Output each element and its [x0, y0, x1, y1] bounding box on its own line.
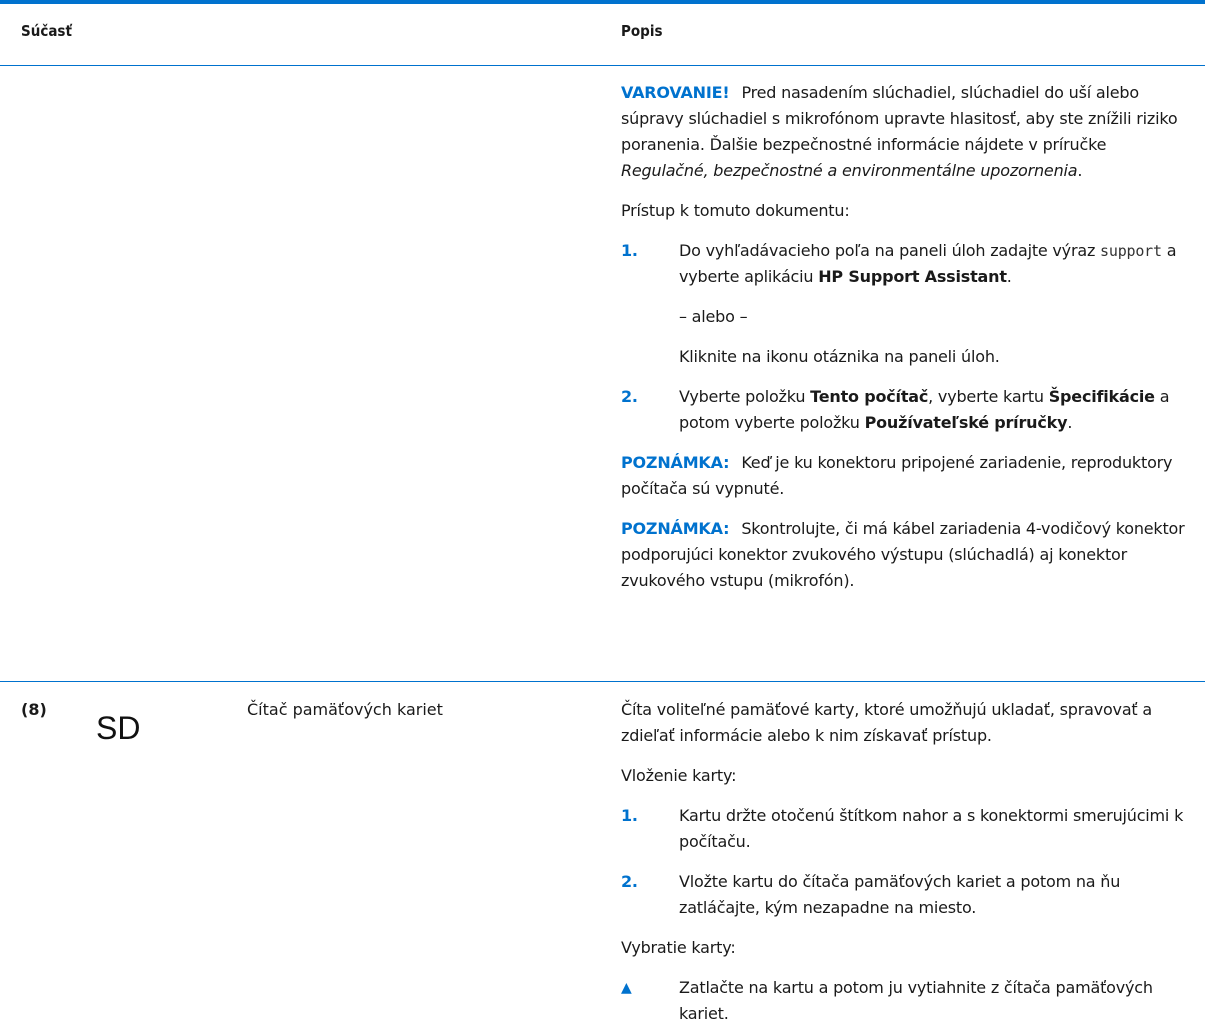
- tab-name: Špecifikácie: [1048, 387, 1155, 406]
- step-text-end: .: [1067, 413, 1073, 432]
- note-2: [621, 516, 1186, 594]
- warning-note: [621, 80, 1186, 184]
- column-header-description: Popis: [621, 22, 663, 40]
- step-text: Zatlačte na kartu a potom ju vytiahnite z čítača pamäťových kariet.: [679, 978, 1153, 1023]
- or-separator: – alebo –: [679, 307, 748, 326]
- row1-description: [621, 80, 1186, 594]
- remove-title: Vybratie karty:: [621, 938, 736, 957]
- step-text: Vyberte položku: [679, 387, 811, 406]
- table-top-rule: [0, 0, 1205, 4]
- warning-label: VAROVANIE!: [621, 83, 730, 102]
- alternative-step: Kliknite na ikonu otáznika na paneli úloh.: [679, 347, 1000, 366]
- step-number: 2.: [621, 387, 638, 406]
- step-number: 1.: [621, 806, 638, 825]
- note-text: Skontrolujte, či má kábel zariadenia 4-vodičový konektor podporujúci konektor zvukového výstupu (slúchadlá) aj konektor zvukového vstupu (mikrofón).: [621, 519, 1185, 590]
- component-number: (8): [21, 700, 47, 719]
- note-label: POZNÁMKA:: [621, 453, 730, 472]
- menu-item-name: Tento počítač: [810, 387, 929, 406]
- access-step-2: [621, 384, 1186, 436]
- step-text: a potom vyberte položku: [679, 387, 1170, 432]
- access-intro: Prístup k tomuto dokumentu:: [621, 201, 850, 220]
- insert-step-1: [621, 803, 1186, 855]
- search-term-code: support: [1100, 242, 1162, 260]
- step-text: Do vyhľadávacieho poľa na paneli úloh zadajte výraz: [679, 241, 1101, 260]
- column-header-component: Súčasť: [21, 22, 72, 40]
- step-number: 1.: [621, 241, 638, 260]
- menu-item-name: Používateľské príručky: [864, 413, 1068, 432]
- row-separator-rule: [0, 681, 1205, 682]
- warning-doc-title: Regulačné, bezpečnostné a environmentálne upozornenia: [621, 161, 1078, 180]
- step-text: Vložte kartu do čítača pamäťových kariet a potom na ňu zatláčajte, kým nezapadne na miesto.: [679, 872, 1121, 917]
- header-rule: [0, 65, 1205, 66]
- warning-text: Pred nasadením slúchadiel, slúchadiel do uší alebo súpravy slúchadiel s mikrofónom upravte hlasitosť, aby ste znížili riziko poranenia. Ďalšie bezpečnostné informácie nájdete v príručke: [621, 83, 1178, 154]
- remove-step: [621, 975, 1186, 1027]
- step-number: 2.: [621, 872, 638, 891]
- warning-end: .: [1077, 161, 1083, 180]
- sd-card-icon: SD: [96, 710, 141, 746]
- note-label: POZNÁMKA:: [621, 519, 730, 538]
- access-step-1: [621, 238, 1186, 290]
- insert-title: Vloženie karty:: [621, 766, 737, 785]
- row2-description: [621, 697, 1186, 1027]
- triangle-bullet-icon: ▲: [621, 980, 632, 996]
- step-text: , vyberte kartu: [928, 387, 1049, 406]
- step-text: Kartu držte otočenú štítkom nahor a s konektormi smerujúcimi k počítaču.: [679, 806, 1184, 851]
- app-name: HP Support Assistant: [818, 267, 1007, 286]
- insert-step-2: [621, 869, 1186, 921]
- step-text-end: .: [1006, 267, 1012, 286]
- step-text: a vyberte aplikáciu: [679, 241, 1177, 286]
- note-text: Keď je ku konektoru pripojené zariadenie, reproduktory počítača sú vypnuté.: [621, 453, 1173, 498]
- reader-description: Číta voliteľné pamäťové karty, ktoré umožňujú ukladať, spravovať a zdieľať informácie alebo k nim získavať prístup.: [621, 700, 1152, 745]
- note-1: [621, 450, 1186, 502]
- component-name: Čítač pamäťových kariet: [247, 700, 443, 719]
